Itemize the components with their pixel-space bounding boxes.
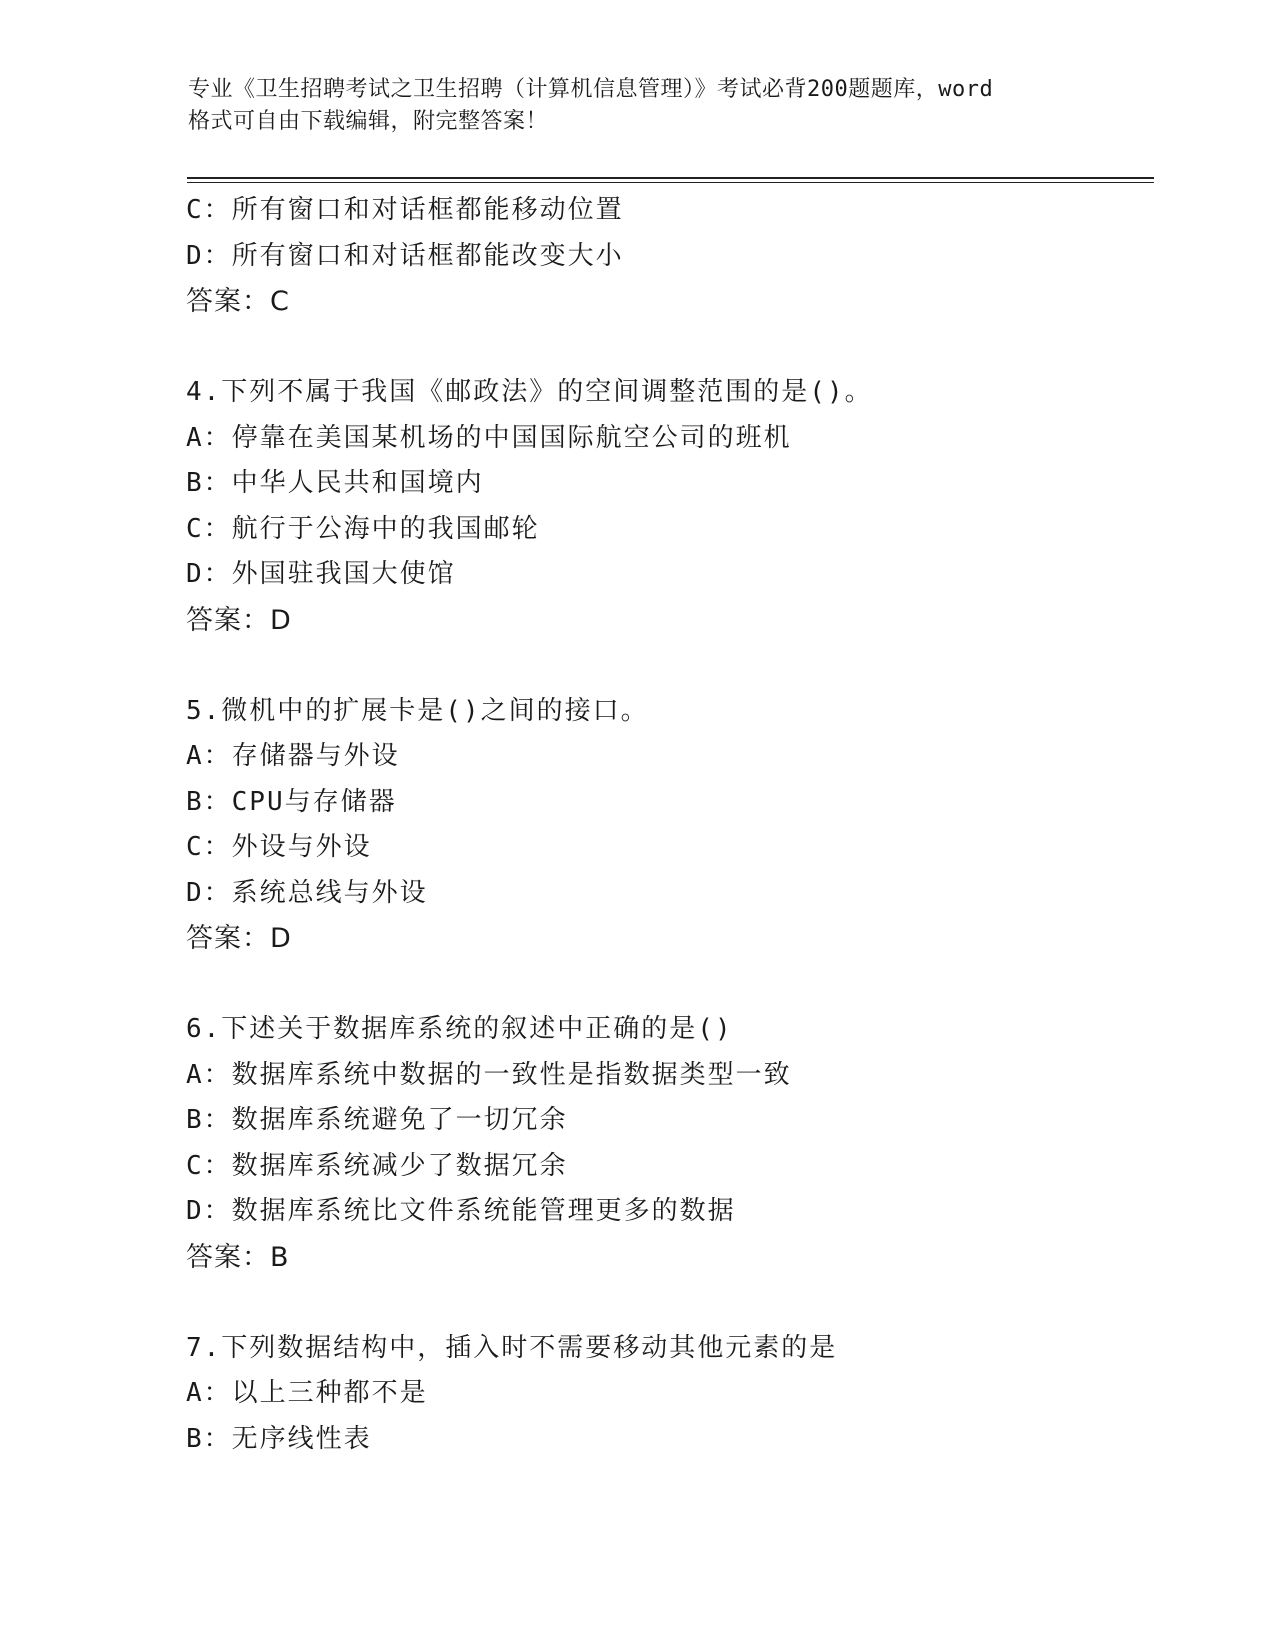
option-c: C：外设与外设 xyxy=(186,832,372,862)
answer: 答案：D xyxy=(186,604,292,636)
header-title-line-1: 专业《卫生招聘考试之卫生招聘（计算机信息管理）》考试必背200题题库，word xyxy=(188,77,994,102)
header-title-line-2: 格式可自由下载编辑，附完整答案！ xyxy=(188,109,549,134)
option-b: B：CPU与存储器 xyxy=(186,786,397,817)
spacer xyxy=(186,325,1146,371)
option-b: B：数据库系统避免了一切冗余 xyxy=(186,1105,568,1135)
option-c: C：数据库系统减少了数据冗余 xyxy=(186,1150,568,1181)
spacer xyxy=(186,1280,1146,1326)
option-a: A：存储器与外设 xyxy=(186,741,400,771)
header-divider-thin xyxy=(187,182,1154,183)
option-c: C：航行于公海中的我国邮轮 xyxy=(186,513,540,544)
option-d: D：系统总线与外设 xyxy=(186,877,428,908)
option-d: D：数据库系统比文件系统能管理更多的数据 xyxy=(186,1196,736,1226)
question-text: 4.下列不属于我国《邮政法》的空间调整范围的是()。 xyxy=(186,377,873,407)
question-text: 5.微机中的扩展卡是()之间的接口。 xyxy=(186,695,649,726)
spacer xyxy=(186,643,1146,689)
option-b: B：无序线性表 xyxy=(186,1423,372,1454)
document-header xyxy=(188,74,1088,138)
question-4 xyxy=(186,370,1146,643)
option-d: D：外国驻我国大使馆 xyxy=(186,559,456,589)
question-5 xyxy=(186,689,1146,962)
question-7 xyxy=(186,1326,1146,1463)
option-b: B：中华人民共和国境内 xyxy=(186,468,484,498)
question-text: 7.下列数据结构中，插入时不需要移动其他元素的是 xyxy=(186,1332,838,1363)
answer: 答案：B xyxy=(186,1241,290,1273)
question-list xyxy=(186,188,1146,1462)
question-text: 6.下述关于数据库系统的叙述中正确的是() xyxy=(186,1014,733,1044)
option-a: A：数据库系统中数据的一致性是指数据类型一致 xyxy=(186,1059,792,1090)
option-a: A：停靠在美国某机场的中国国际航空公司的班机 xyxy=(186,422,792,453)
question-6 xyxy=(186,1007,1146,1280)
option-c: C：所有窗口和对话框都能移动位置 xyxy=(186,195,624,225)
question-3 xyxy=(186,188,1146,325)
answer: 答案：C xyxy=(186,286,290,317)
spacer xyxy=(186,962,1146,1008)
answer: 答案：D xyxy=(186,923,292,954)
header-divider-thick xyxy=(187,177,1154,179)
option-d: D：所有窗口和对话框都能改变大小 xyxy=(186,240,624,271)
option-a: A：以上三种都不是 xyxy=(186,1378,428,1408)
